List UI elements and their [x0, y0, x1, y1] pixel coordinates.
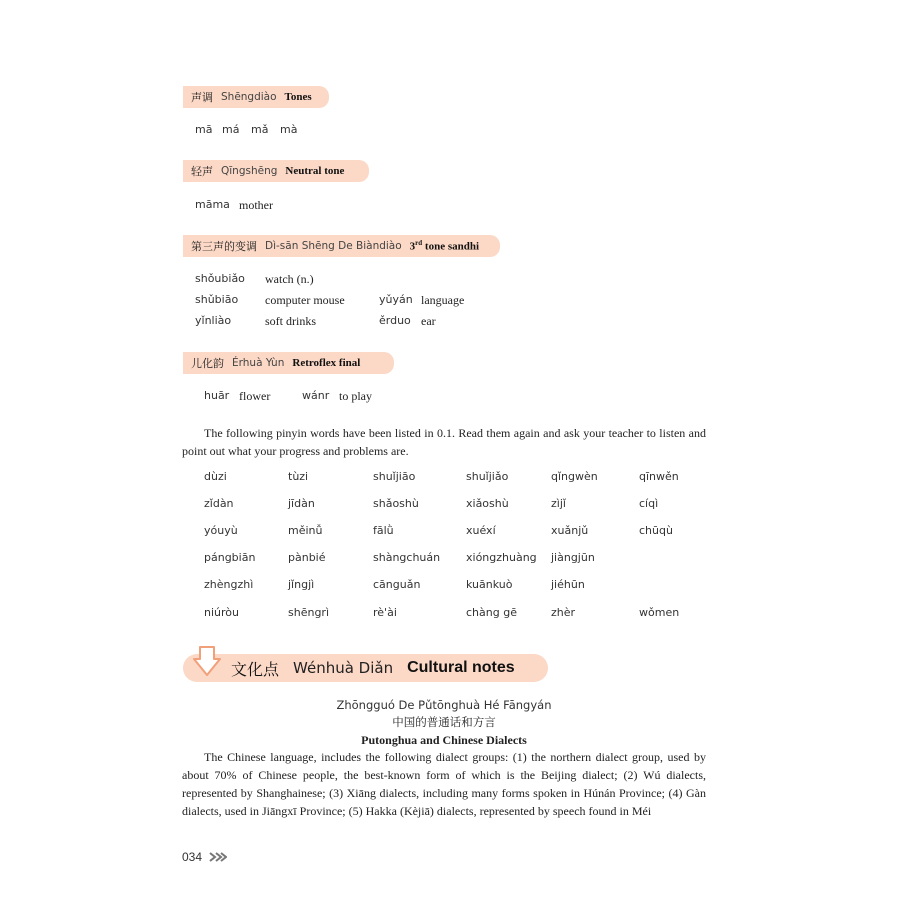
grid-word: shuǐjiāo: [373, 470, 416, 483]
sandhi-english: language: [421, 293, 465, 307]
section-label-tones: [183, 86, 329, 108]
cultural-notes-banner: [183, 654, 548, 682]
section-zh: 声调: [191, 91, 213, 104]
grid-word: jiéhūn: [551, 578, 585, 591]
cultural-en: Cultural notes: [407, 659, 515, 676]
section-pinyin: Shēngdiào: [221, 91, 277, 103]
neutral-pinyin: māma: [195, 198, 230, 211]
grid-word: jǐngjì: [288, 578, 315, 591]
sandhi-pinyin: shǒubiǎo: [195, 272, 245, 285]
sandhi-pinyin: shǔbiāo: [195, 293, 239, 306]
tone-word: mà: [280, 123, 298, 136]
sandhi-pinyin: yǔyán: [379, 293, 413, 306]
section-pinyin: Dì-sān Shēng De Biàndiào: [265, 240, 402, 252]
grid-word: shuǐjiǎo: [466, 470, 509, 483]
section-zh: 轻声: [191, 165, 213, 178]
grid-word: yóuyù: [204, 524, 238, 537]
grid-word: zǐdàn: [204, 497, 234, 510]
grid-word: měinǚ: [288, 524, 323, 537]
section-en: Neutral tone: [285, 165, 345, 177]
grid-word: tùzi: [288, 470, 309, 483]
grid-word: shǎoshù: [373, 497, 419, 510]
tone-word: mǎ: [251, 123, 269, 136]
grid-word: cíqì: [639, 497, 659, 510]
section-label-tone-sandhi: [183, 235, 500, 257]
section-pinyin: Qīngshēng: [221, 165, 278, 177]
sandhi-english: watch (n.): [265, 272, 314, 286]
cultural-pinyin: Wénhuà Diǎn: [293, 659, 394, 677]
section-label-neutral-tone: [183, 160, 369, 182]
grid-word: zhèr: [551, 606, 576, 619]
page-number: 034: [182, 850, 203, 864]
grid-word: jiàngjūn: [551, 551, 595, 564]
grid-word: chàng gē: [466, 606, 517, 619]
sandhi-pinyin: ěrduo: [379, 314, 411, 327]
article-en-title: Putonghua and Chinese Dialects: [361, 733, 527, 747]
retroflex-english: to play: [339, 389, 372, 403]
grid-word: rè'ài: [373, 606, 397, 619]
double-chevron-icon: [209, 852, 227, 862]
grid-word: xuéxí: [466, 524, 496, 537]
grid-word: chūqù: [639, 524, 673, 537]
grid-word: jīdàn: [288, 497, 315, 510]
section-en: Tones: [284, 91, 312, 103]
sandhi-english: soft drinks: [265, 314, 316, 328]
section-pinyin: Érhuà Yùn: [232, 357, 285, 369]
section-en: Retroflex final: [292, 357, 361, 369]
grid-word: cānguǎn: [373, 578, 421, 591]
tone-word: mā: [195, 123, 213, 136]
grid-word: zìjǐ: [551, 497, 566, 510]
grid-word: kuānkuò: [466, 578, 513, 591]
grid-word: zhèngzhì: [204, 578, 254, 591]
article-pinyin-title: Zhōngguó De Pǔtōnghuà Hé Fāngyán: [336, 698, 552, 712]
article-zh-title: 中国的普通话和方言: [392, 715, 496, 729]
grid-word: pànbié: [288, 551, 326, 564]
grid-word: wǒmen: [639, 606, 680, 619]
section-label-retroflex: [183, 352, 394, 374]
grid-word: xuǎnjǔ: [551, 524, 589, 537]
retroflex-english: flower: [239, 389, 271, 403]
grid-word: niúròu: [204, 606, 239, 619]
grid-word: xióngzhuàng: [466, 551, 537, 564]
grid-word: qǐngwèn: [551, 470, 598, 483]
grid-word: pángbiān: [204, 551, 256, 564]
article-body: The Chinese language, includes the following dialect groups: (1) the northern dialect group, used by about 70% of Chinese people, the best-known form of which is the Beijing dialect; (2) Wú dialects, represented by Shanghainese; (3) Xiāng dialects, including many forms spoken in Húnán Province; (4) Gàn dialects, used in Jiāngxī Province; (5) Hakka (Kèjiā) dialects, represented by speech found in Méi: [182, 750, 706, 818]
grid-word: xiǎoshù: [466, 497, 509, 510]
sandhi-english: computer mouse: [265, 293, 345, 307]
grid-word: dùzi: [204, 470, 227, 483]
retroflex-pinyin: huār: [204, 389, 230, 402]
section-zh: 第三声的变调: [191, 240, 257, 253]
sandhi-pinyin: yǐnliào: [195, 314, 232, 327]
sandhi-english: ear: [421, 314, 436, 328]
grid-word: shàngchuán: [373, 551, 441, 564]
instruction-paragraph: The following pinyin words have been listed in 0.1. Read them again and ask your teacher to listen and point out what your progress and problems are.: [182, 426, 706, 458]
neutral-english: mother: [239, 198, 273, 212]
section-zh: 儿化韵: [191, 357, 224, 370]
grid-word: fālǜ: [373, 524, 394, 537]
tone-word: má: [222, 123, 240, 136]
grid-word: qīnwěn: [639, 470, 679, 483]
cultural-zh: 文化点: [231, 659, 280, 679]
retroflex-pinyin: wánr: [302, 389, 330, 402]
grid-word: shēngrì: [288, 606, 330, 619]
down-arrow-icon: [192, 645, 222, 679]
section-en: 3rd tone sandhi: [409, 239, 480, 253]
